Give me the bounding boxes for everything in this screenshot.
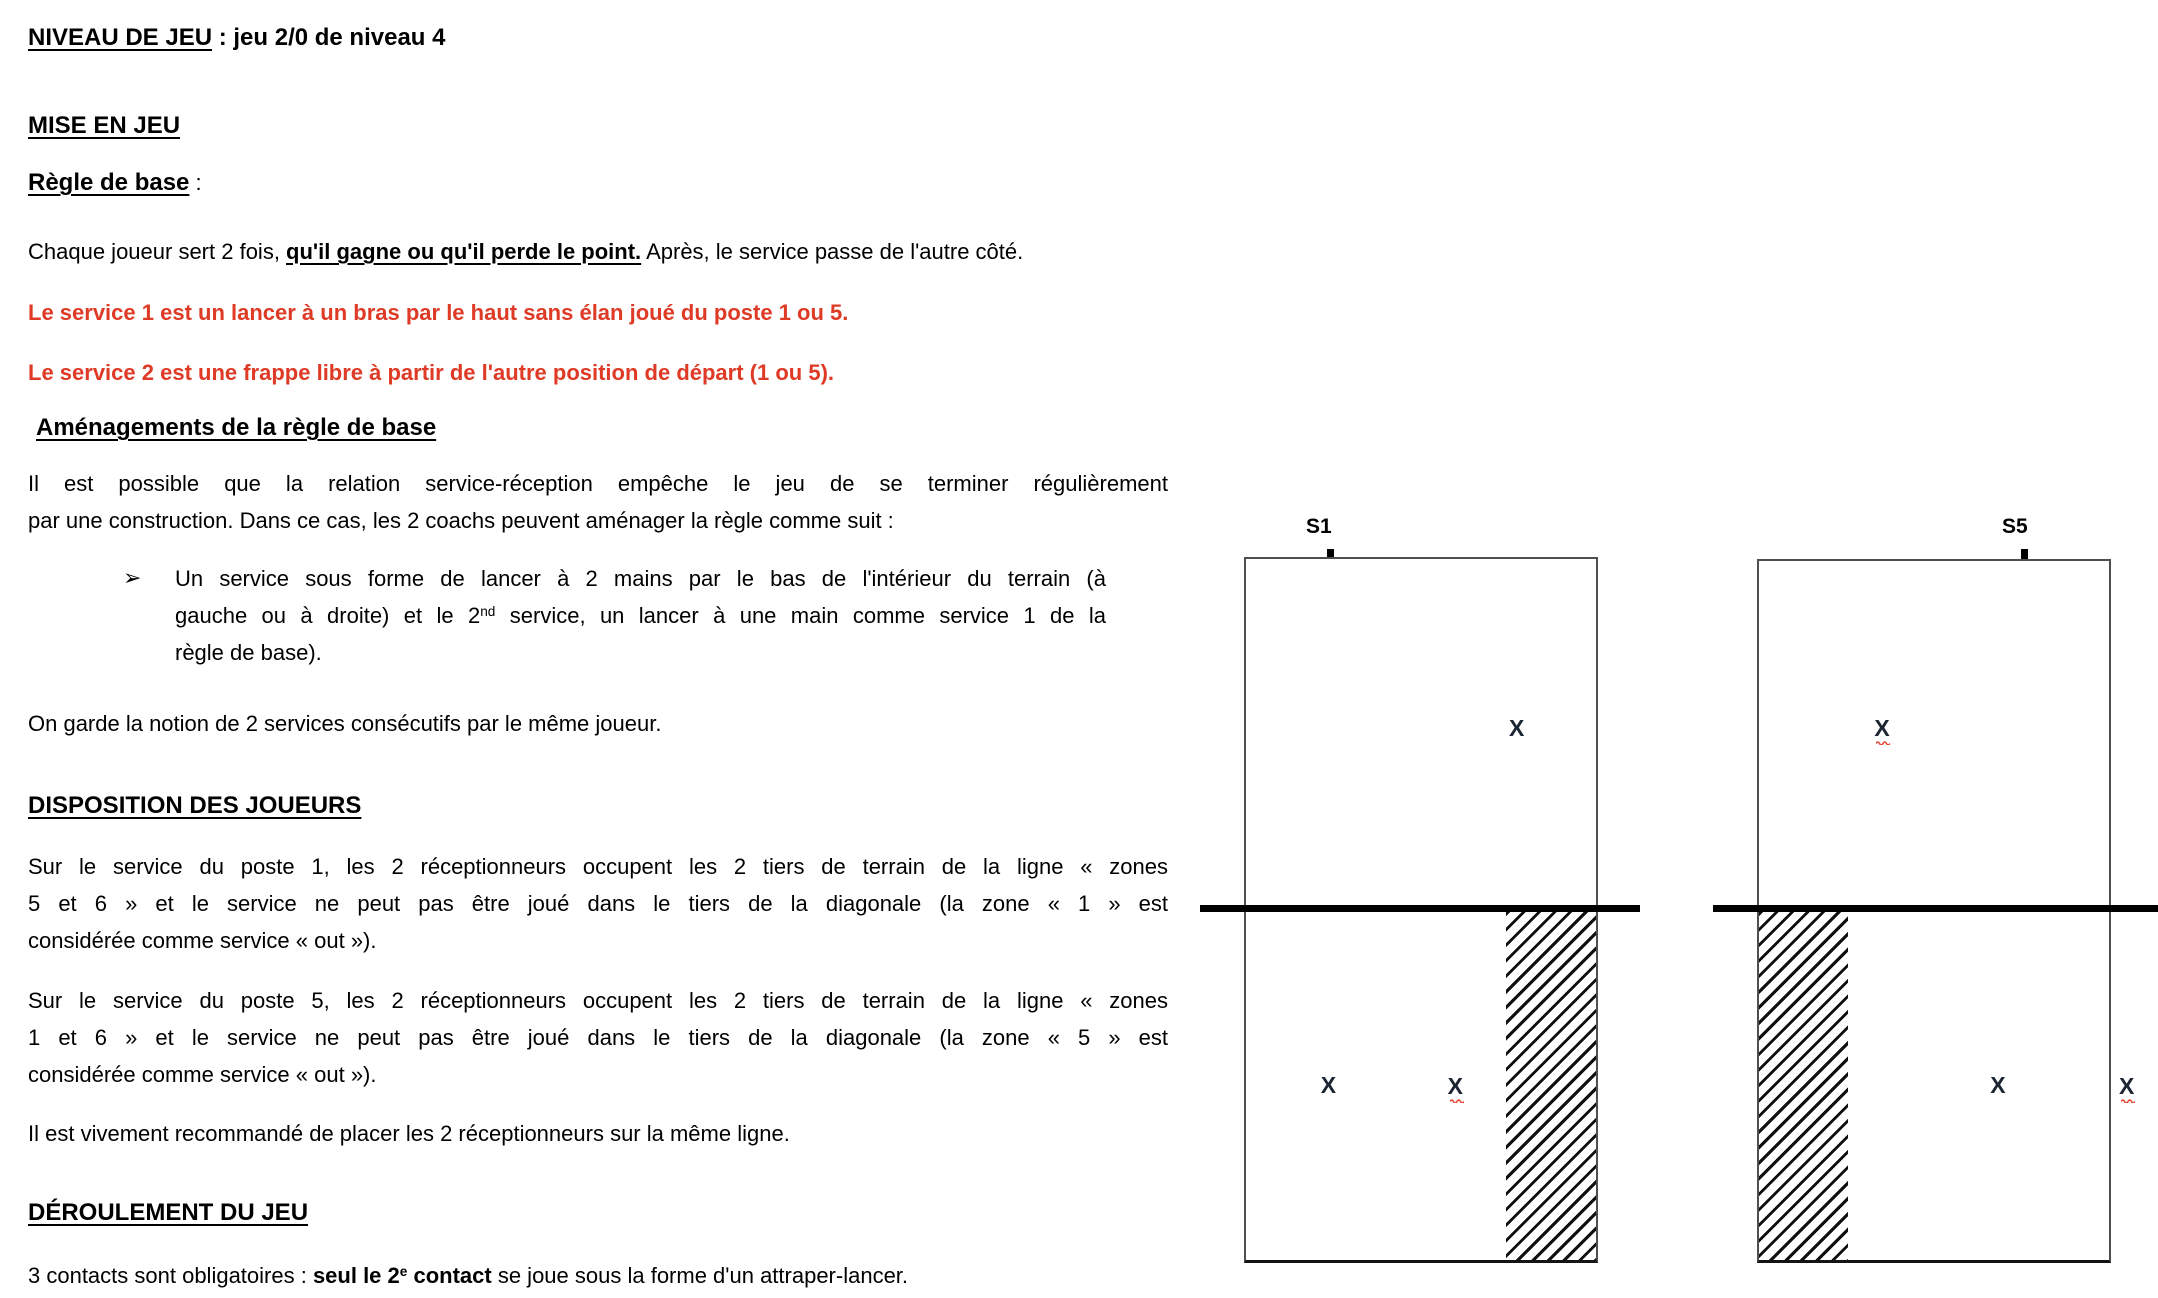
paragraph-service-poste-5: [28, 982, 1168, 1093]
poste5-line2: 1 et 6 » et le service ne peut pas être joué dans le tiers de la diagonale (la zone « 5 » est: [28, 1025, 1168, 1050]
paragraph-service-1-rule: Le service 1 est un lancer à un bras par le haut sans élan joué du poste 1 ou 5.: [28, 300, 849, 325]
player-x-mark-s5-receiver-left: [1990, 1074, 2005, 1097]
contacts-bold: [313, 1263, 492, 1288]
contacts-bold-pre: seul le 2: [312, 1263, 400, 1288]
player-x-mark-s5-receiver-right: [2119, 1075, 2134, 1098]
poste1-line1: Sur le service du poste 1, les 2 réceptionneurs occupent les 2 tiers de terrain de la ligne « zones: [28, 854, 1168, 879]
chaque-joueur-bold: qu'il gagne ou qu'il perde le point.: [286, 239, 642, 264]
paragraph-3-contacts: [28, 1257, 1168, 1294]
paragraph-chaque-joueur: [28, 233, 1168, 270]
paragraph-service-2-rule: Le service 2 est une frappe libre à partir de l'autre position de départ (1 ou 5).: [28, 360, 835, 385]
contacts-bold-post: contact: [407, 1263, 492, 1288]
poste1-line2: 5 et 6 » et le service ne peut pas être joué dans le tiers de la diagonale (la zone « 1 » est: [28, 891, 1168, 916]
il-est-possible-line1: Il est possible que la relation service-réception empêche le jeu de se terminer régulièrement: [28, 471, 1168, 496]
subheading-regle-de-base: [28, 167, 1168, 198]
paragraph-vivement-recommande: Il est vivement recommandé de placer les 2 réceptionneurs sur la même ligne.: [28, 1121, 790, 1146]
text-column: [28, 22, 1168, 1294]
bullet-text: [175, 560, 1106, 671]
regle-de-base-label: Règle de base: [28, 169, 190, 196]
no-serve-zone-hatch-s5: [1759, 912, 1848, 1260]
il-est-possible-line2: par une construction. Dans ce cas, les 2 coachs peuvent aménager la règle comme suit :: [28, 508, 894, 533]
x-glyph: X: [1320, 1072, 1337, 1098]
x-glyph: X: [2118, 1073, 2135, 1099]
page-title: [28, 22, 1168, 53]
x-glyph: X: [1874, 715, 1890, 741]
bullet-line2-post: service, un lancer à une main comme service 1 de la: [495, 603, 1107, 628]
server-label-s1: S1: [1306, 515, 1332, 538]
bullet-line3: règle de base).: [175, 640, 322, 665]
spellcheck-squiggle-icon: [1450, 1098, 1464, 1103]
x-glyph: X: [1990, 1072, 2006, 1098]
section-heading-deroulement: DÉROULEMENT DU JEU: [28, 1199, 309, 1226]
x-glyph: X: [1509, 715, 1525, 741]
net-line-s5: [1713, 905, 2158, 912]
x-glyph: X: [1447, 1073, 1463, 1099]
contacts-bold-superscript: e: [399, 1263, 408, 1279]
contacts-pre: 3 contacts sont obligatoires :: [28, 1263, 313, 1288]
subheading-amenagements: Aménagements de la règle de base: [36, 414, 437, 441]
server-label-s5: S5: [2002, 515, 2028, 538]
court-s1-serving-half: [1244, 557, 1598, 909]
player-x-mark-s5-server-side: [1874, 717, 1889, 740]
paragraph-service-poste-1: [28, 848, 1168, 959]
bullet-line1: Un service sous forme de lancer à 2 mains par le bas de l'intérieur du terrain (à: [175, 566, 1106, 591]
spellcheck-squiggle-icon: [1876, 740, 1890, 745]
poste5-line3: considérée comme service « out »).: [28, 1062, 377, 1087]
net-line-s1: [1200, 905, 1640, 912]
bullet-line2-superscript: nd: [480, 603, 496, 619]
court-s5-serving-half: [1757, 559, 2111, 909]
page-title-underlined: NIVEAU DE JEU: [28, 24, 213, 51]
bullet-line2: [175, 597, 1106, 634]
bullet-line2-pre: gauche ou à droite) et le 2: [175, 603, 481, 628]
bullet-item-service-amenage: [28, 560, 1168, 671]
section-heading-mise-en-jeu: MISE EN JEU: [28, 112, 181, 139]
player-x-mark-s1-receiver-right: [1448, 1075, 1463, 1098]
page-title-rest: : jeu 2/0 de niveau 4: [212, 24, 446, 51]
bullet-arrow-icon: ➢: [123, 566, 142, 591]
section-heading-disposition: DISPOSITION DES JOUEURS: [28, 792, 362, 819]
paragraph-il-est-possible: [28, 465, 1168, 539]
chaque-joueur-pre: Chaque joueur sert 2 fois,: [28, 239, 287, 264]
poste1-line3: considérée comme service « out »).: [28, 928, 377, 953]
paragraph-on-garde: On garde la notion de 2 services consécutifs par le même joueur.: [28, 711, 662, 736]
player-x-mark-s1-receiver-left: [1321, 1074, 1336, 1097]
regle-de-base-colon: :: [189, 170, 202, 195]
player-x-mark-s1-server-side: [1509, 717, 1524, 740]
contacts-post: se joue sous la forme d'un attraper-lancer.: [491, 1263, 909, 1288]
spellcheck-squiggle-icon: [2121, 1098, 2135, 1103]
poste5-line1: Sur le service du poste 5, les 2 réceptionneurs occupent les 2 tiers de terrain de la ligne « zones: [28, 988, 1168, 1013]
no-serve-zone-hatch-s1: [1506, 912, 1596, 1260]
chaque-joueur-post: Après, le service passe de l'autre côté.: [641, 239, 1024, 264]
